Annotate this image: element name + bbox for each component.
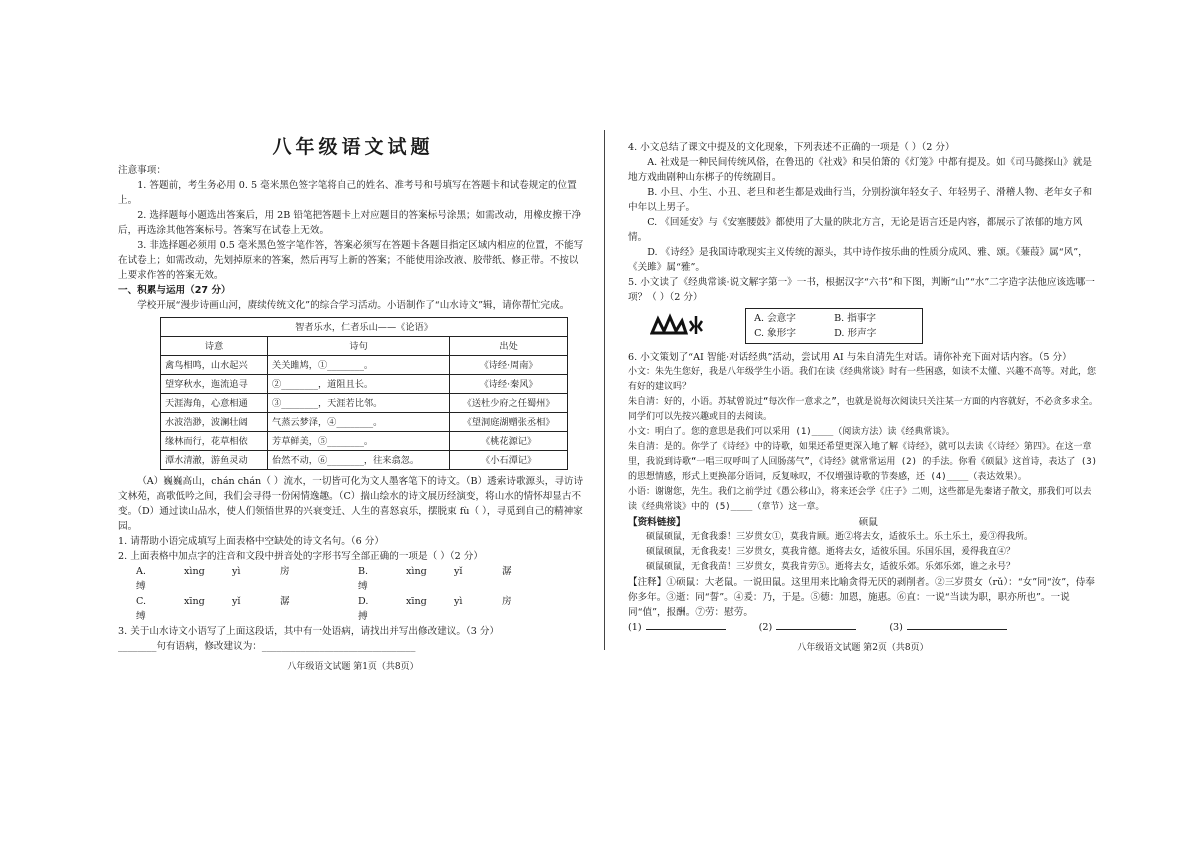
table-cell: 《诗经·周南》 — [450, 356, 568, 375]
q5-option: D. 形声字 — [834, 328, 877, 339]
answer-label: (2) — [758, 622, 773, 633]
option-item: 缚 — [136, 611, 146, 622]
option-item: 房 — [502, 596, 512, 607]
table-cell: 《诗经·秦风》 — [450, 375, 568, 394]
option-item: 缚 — [358, 581, 368, 592]
option-label: C. — [136, 596, 147, 607]
table-cell: 禽鸟相鸣，山水起兴 — [161, 356, 268, 375]
answer-label: (3) — [889, 622, 903, 633]
q4-option-b: B. 小旦、小生、小丑、老旦和老生都是戏曲行当，分别扮演年轻女子、年轻男子、滑稽人物、老年女子和中年以上男子。 — [628, 187, 1093, 213]
question-5: 5. 小文读了《经典常谈·说文解字第一》一书，根据汉字“六书”和下图，判断“山”“水”二字造字法他应该选哪一项？（ ）（2 分） — [628, 277, 1095, 303]
option-c — [136, 594, 358, 624]
dialogue-line: 小文：明白了。您的意思是我们可以采用 (1)____（阅读方法）读《经典常谈》。 — [628, 427, 955, 437]
table-cell: 缘林而行，花草相依 — [161, 432, 268, 451]
option-item: yì — [232, 566, 241, 577]
passage-text: （A）巍巍高山，chán chán（ ）流水，一切皆可化为文人墨客笔下的诗文。（B）透索诗歌源头，寻访诗文林苑，高歌低吟之间，我们会寻得一份闲情逸趣。（C）揣山绘水的诗文展历经演变，将山水的情怀却显古不变。（D）通过读山品水，使人们领悟世界的兴衰变迁、人生的喜怒哀乐，摆脱束 fù（ ），寻觅到自己的精神家园。 — [118, 476, 584, 532]
question-5-figure — [650, 308, 1098, 344]
dialogue-line: 朱自清：是的。你学了《诗经》中的诗歌，如果还希望更深入地了解《诗经》，就可以去读《〈诗经〉第四》。在这一章里，我说到诗歌“一唱三叹呼叫了人回肠荡气”，《诗经》就常常运用 (2) 的手法。你看《硕鼠》这首诗，表达了 (3) 的思想情感，形式上更换部分语词，反复咏叹，不仅增强诗歌的节奏感，还 (4)____（表达效果）。 — [628, 442, 1098, 482]
poem-title: 硕鼠 — [858, 517, 878, 528]
poem-stanza: 硕鼠硕鼠，无食我麦！三岁贯女，莫我肯德。逝将去女，适彼乐国。乐国乐国，爰得我直④？ — [646, 547, 1016, 557]
question-3: 3. 关于山水诗文小语写了上面这段话，其中有一处语病，请找出并写出修改建议。（3 分） — [118, 626, 500, 637]
page-1 — [118, 118, 588, 675]
q4-option-a: A. 社戏是一种民间传统风俗，在鲁迅的《社戏》和吴伯箫的《灯笼》中都有提及。如《司马懿探山》就是地方戏曲剧种山东梆子的传统剧目。 — [628, 157, 1092, 183]
dialogue-line: 小语：谢谢您，先生。我们之前学过《愚公移山》，将来还会学《庄子》二则，这些都是先秦诸子散文，那我们可以去读《经典常谈》中的 (5)____（章节）这一章。 — [628, 487, 1092, 512]
option-item: xìng — [406, 566, 427, 577]
page-divider — [604, 130, 605, 650]
table-cell: 望穿秋水，迤流追寻 — [161, 375, 268, 394]
table-header: 诗意 — [161, 337, 268, 356]
table-row — [161, 394, 568, 413]
section-heading: 一、积累与运用（27 分） — [118, 285, 231, 296]
table-cell: 《望洞庭湖赠张丞相》 — [450, 413, 568, 432]
option-item: xìng — [184, 566, 205, 577]
resource-label: 【资料链接】 — [628, 517, 686, 528]
option-item: 房 — [280, 566, 290, 577]
q4-option-d: D. 《诗经》是我国诗歌现实主义传统的源头，其中诗作按乐曲的性质分成风、雅、颂。《蒹葭》属“风”，《关雎》属“雅”。 — [628, 247, 1088, 273]
exam-title: 八年级语文试题 — [272, 136, 434, 158]
option-item: xīng — [184, 596, 205, 607]
table-row — [161, 375, 568, 394]
poem-stanza: 硕鼠硕鼠，无食我黍！三岁贯女①，莫我肯顾。逝②将去女，适彼乐土。乐土乐土，爰③得我所。 — [646, 532, 1034, 542]
question-1: 1. 请帮助小语完成填写上面表格中空缺处的诗文名句。（6 分） — [118, 536, 384, 547]
table-header: 出处 — [450, 337, 568, 356]
table-cell: 水波浩渺，波澜壮阔 — [161, 413, 268, 432]
table-cell: 气蒸云梦泽，④________。 — [268, 413, 450, 432]
option-item: 潺 — [280, 596, 290, 607]
option-d — [358, 594, 580, 624]
answer-label: (1) — [628, 622, 642, 633]
option-item: yǐ — [454, 566, 463, 577]
option-item: yì — [454, 596, 463, 607]
option-label: D. — [358, 596, 369, 607]
poem-notes: 【注释】①硕鼠：大老鼠。一说田鼠。这里用来比喻贪得无厌的剥削者。②三岁贯女（rǔ）：“女”同“汝”，侍奉你多年。③逝：同“誓”。④爰：乃，于是。⑤德：加恩，施惠。⑥直：一说“当读为职，职亦所也”。一说同“值”，报酬。⑦劳：慰劳。 — [628, 577, 1095, 618]
question-4: 4. 小文总结了课文中提及的文化现象，下列表述不正确的一项是（ ）（2 分） — [628, 142, 955, 153]
table-cell: 芳草鲜美，⑤________。 — [268, 432, 450, 451]
option-label: A. — [136, 566, 146, 577]
resource-heading — [628, 515, 1098, 530]
table-cell: ③________，天涯若比邻。 — [268, 394, 450, 413]
option-item: 潺 — [502, 566, 512, 577]
notice-item-3: 3. 非选择题必须用 0.5 毫米黑色签字笔作答，答案必须写在答题卡各题目指定区域内相应的位置，不能写在试卷上；如需改动，先划掉原来的答案，然后再写上新的答案；不能使用涂改液、胶带纸、修正带。不按以上要求作答的答案无效。 — [118, 240, 584, 281]
notice-heading: 注意事项： — [118, 165, 166, 176]
table-row — [161, 432, 568, 451]
dialogue-line: 朱自清：好的，小语。苏轼曾说过“每次作一意求之”，也就是说每次阅读只关注某一方面的内容就好，不必贪多求全。同学们可以先按兴趣或目的去阅读。 — [628, 397, 1098, 422]
notice-item-2: 2. 选择题每小题选出答案后，用 2B 铅笔把答题卡上对应题目的答案标号涂黑；如需改动，用橡皮擦干净后，再选涂其他答案标号。答案写在试卷上无效。 — [118, 210, 582, 236]
answer-lines — [628, 620, 1098, 635]
table-cell: 潭水清澈，游鱼灵动 — [161, 451, 268, 470]
table-cell: 佁然不动，⑥________，往来翕忽。 — [268, 451, 450, 470]
table-cell: ②________，道阻且长。 — [268, 375, 450, 394]
dialogue-line: 小文：朱先生您好，我是八年级学生小语。我们在读《经典常谈》时有一些困惑，如读不太懂、兴趣不高等。对此，您有好的建议吗？ — [628, 367, 1097, 392]
option-item: xīng — [406, 596, 427, 607]
q4-option-c: C. 《回延安》与《安塞腰鼓》都使用了大量的陕北方言，无论是语言还是内容，都展示了浓郁的地方风情。 — [628, 217, 1083, 243]
ancient-mountain-water-glyph-icon — [650, 313, 712, 340]
page-footer: 八年级语文试题 第1页（共8页） — [287, 662, 419, 672]
q5-option: A. 会意字 — [754, 313, 796, 324]
table-header: 诗句 — [268, 337, 450, 356]
table-row — [161, 413, 568, 432]
question-3-answer-line: ________句有语病，修改建议为：________________________________ — [118, 641, 416, 652]
question-2: 2. 上面表格中加点字的注音和文段中拼音处的字形书写全部正确的一项是（ ）（2 分） — [118, 551, 483, 562]
table-caption: 智者乐水，仁者乐山——《论语》 — [161, 318, 568, 337]
option-b — [358, 564, 580, 594]
question-6: 6. 小文策划了“AI 智能·对话经典”活动，尝试用 AI 与朱自清先生对话。请你补充下面对话内容。（5 分） — [628, 352, 1072, 363]
activity-intro: 学校开展“漫步诗画山河，赓续传统文化”的综合学习活动。小语制作了“山水诗文”辑，请你帮忙完成。 — [137, 300, 570, 311]
option-item: 缚 — [136, 581, 146, 592]
option-label: B. — [358, 566, 369, 577]
q5-option: B. 指事字 — [834, 313, 876, 324]
table-cell: 《送杜少府之任蜀州》 — [450, 394, 568, 413]
option-a — [136, 564, 358, 594]
table-row — [161, 356, 568, 375]
table-cell: 关关雎鸠，①________。 — [268, 356, 450, 375]
table-cell: 天涯海角，心意相通 — [161, 394, 268, 413]
option-item: yǐ — [232, 596, 241, 607]
page-footer: 八年级语文试题 第2页（共8页） — [797, 643, 929, 653]
poem-stanza: 硕鼠硕鼠，无食我苗！三岁贯女，莫我肯劳⑤。逝将去女，适彼乐郊。乐郊乐郊，谁之永号？ — [646, 562, 1016, 572]
notice-item-1: 1. 答题前，考生务必用 0. 5 毫米黑色签字笔将自己的姓名、准考号和号填写在答题卡和试卷规定的位置上。 — [118, 180, 577, 206]
table-row — [161, 451, 568, 470]
page-2 — [628, 118, 1098, 656]
question-5-options — [745, 308, 923, 344]
table-cell: 《小石潭记》 — [450, 451, 568, 470]
q5-option: C. 象形字 — [754, 328, 796, 339]
question-2-options — [136, 564, 588, 624]
option-item: 搏 — [358, 611, 368, 622]
poem-table — [160, 317, 568, 470]
table-cell: 《桃花源记》 — [450, 432, 568, 451]
